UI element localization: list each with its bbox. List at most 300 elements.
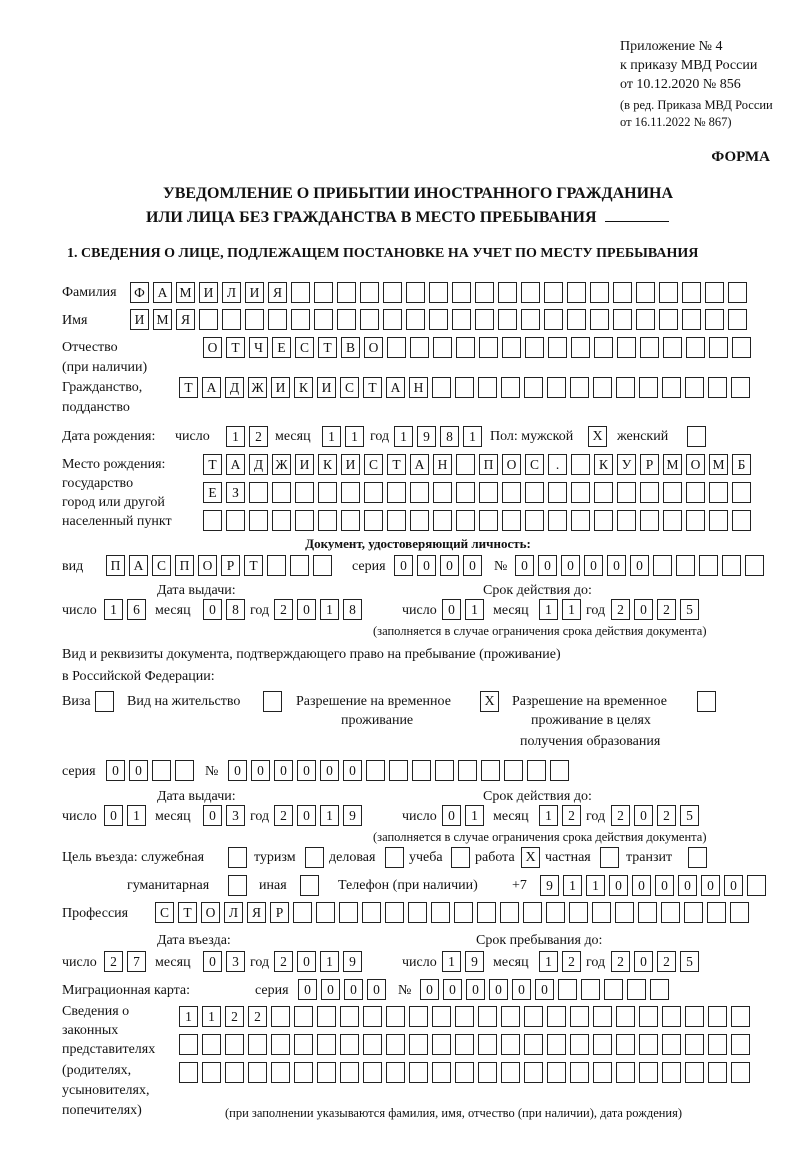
- dob-day-field[interactable]: [226, 426, 268, 448]
- char-cell[interactable]: [524, 1006, 543, 1027]
- char-cell[interactable]: [640, 510, 659, 531]
- char-cell[interactable]: [432, 1034, 451, 1055]
- entry-year-field[interactable]: [274, 951, 362, 973]
- char-cell[interactable]: 6: [127, 599, 146, 620]
- char-cell[interactable]: 0: [489, 979, 508, 1000]
- char-cell[interactable]: [548, 510, 567, 531]
- char-cell[interactable]: [362, 902, 381, 923]
- char-cell[interactable]: [478, 377, 497, 398]
- char-cell[interactable]: [662, 1062, 681, 1083]
- permit-valid-month-field[interactable]: [539, 805, 581, 827]
- char-cell[interactable]: М: [663, 454, 682, 475]
- char-cell[interactable]: [294, 1006, 313, 1027]
- char-cell[interactable]: [364, 510, 383, 531]
- char-cell[interactable]: [685, 1034, 704, 1055]
- char-cell[interactable]: [222, 309, 241, 330]
- char-cell[interactable]: 7: [127, 951, 146, 972]
- purpose-private-checkbox[interactable]: [600, 847, 619, 868]
- char-cell[interactable]: [225, 1034, 244, 1055]
- char-cell[interactable]: [454, 902, 473, 923]
- char-cell[interactable]: [705, 282, 724, 303]
- sex-male-checkbox[interactable]: X: [588, 426, 607, 447]
- char-cell[interactable]: Я: [268, 282, 287, 303]
- char-cell[interactable]: [639, 1062, 658, 1083]
- char-cell[interactable]: О: [198, 555, 217, 576]
- char-cell[interactable]: И: [317, 377, 336, 398]
- doc-issue-year-field[interactable]: [274, 599, 362, 621]
- char-cell[interactable]: 2: [104, 951, 123, 972]
- char-cell[interactable]: [547, 1006, 566, 1027]
- char-cell[interactable]: [501, 1062, 520, 1083]
- char-cell[interactable]: Т: [226, 337, 245, 358]
- char-cell[interactable]: [271, 1006, 290, 1027]
- char-cell[interactable]: [684, 902, 703, 923]
- birthplace-field-1[interactable]: [203, 454, 751, 476]
- char-cell[interactable]: 2: [562, 951, 581, 972]
- char-cell[interactable]: [709, 337, 728, 358]
- char-cell[interactable]: [616, 1062, 635, 1083]
- char-cell[interactable]: [267, 555, 286, 576]
- char-cell[interactable]: [707, 902, 726, 923]
- temp-permit-checkbox[interactable]: X: [480, 691, 499, 712]
- char-cell[interactable]: А: [129, 555, 148, 576]
- char-cell[interactable]: 1: [465, 599, 484, 620]
- char-cell[interactable]: [686, 510, 705, 531]
- entry-day-field[interactable]: [104, 951, 146, 973]
- purpose-work-checkbox[interactable]: X: [521, 847, 540, 868]
- char-cell[interactable]: С: [152, 555, 171, 576]
- char-cell[interactable]: [502, 482, 521, 503]
- char-cell[interactable]: [202, 1034, 221, 1055]
- char-cell[interactable]: С: [525, 454, 544, 475]
- char-cell[interactable]: [432, 1006, 451, 1027]
- char-cell[interactable]: [590, 282, 609, 303]
- char-cell[interactable]: Ж: [248, 377, 267, 398]
- entry-month-field[interactable]: [203, 951, 245, 973]
- dob-month-field[interactable]: [322, 426, 364, 448]
- reps-field-2[interactable]: [179, 1034, 750, 1056]
- char-cell[interactable]: 8: [226, 599, 245, 620]
- char-cell[interactable]: [502, 510, 521, 531]
- char-cell[interactable]: [409, 1006, 428, 1027]
- char-cell[interactable]: [686, 337, 705, 358]
- char-cell[interactable]: [271, 1062, 290, 1083]
- char-cell[interactable]: [409, 1062, 428, 1083]
- char-cell[interactable]: [547, 377, 566, 398]
- purpose-other-checkbox[interactable]: [300, 875, 319, 896]
- char-cell[interactable]: [314, 282, 333, 303]
- char-cell[interactable]: 0: [297, 805, 316, 826]
- char-cell[interactable]: [524, 1062, 543, 1083]
- char-cell[interactable]: [521, 309, 540, 330]
- char-cell[interactable]: [225, 1062, 244, 1083]
- reps-field-3[interactable]: [179, 1062, 750, 1084]
- char-cell[interactable]: [731, 1062, 750, 1083]
- char-cell[interactable]: М: [709, 454, 728, 475]
- char-cell[interactable]: [294, 1062, 313, 1083]
- char-cell[interactable]: 1: [320, 599, 339, 620]
- char-cell[interactable]: [452, 309, 471, 330]
- char-cell[interactable]: 1: [562, 599, 581, 620]
- char-cell[interactable]: [291, 282, 310, 303]
- char-cell[interactable]: 1: [127, 805, 146, 826]
- char-cell[interactable]: 1: [539, 951, 558, 972]
- char-cell[interactable]: 0: [634, 805, 653, 826]
- char-cell[interactable]: [731, 1006, 750, 1027]
- char-cell[interactable]: 5: [680, 951, 699, 972]
- char-cell[interactable]: [590, 309, 609, 330]
- char-cell[interactable]: 2: [611, 951, 630, 972]
- char-cell[interactable]: [412, 760, 431, 781]
- char-cell[interactable]: [364, 482, 383, 503]
- char-cell[interactable]: [387, 510, 406, 531]
- char-cell[interactable]: 0: [538, 555, 557, 576]
- char-cell[interactable]: 1: [320, 951, 339, 972]
- char-cell[interactable]: [475, 282, 494, 303]
- char-cell[interactable]: [481, 760, 500, 781]
- char-cell[interactable]: [682, 309, 701, 330]
- char-cell[interactable]: 0: [466, 979, 485, 1000]
- char-cell[interactable]: Р: [270, 902, 289, 923]
- char-cell[interactable]: [152, 760, 171, 781]
- char-cell[interactable]: [317, 1034, 336, 1055]
- char-cell[interactable]: [479, 337, 498, 358]
- char-cell[interactable]: О: [364, 337, 383, 358]
- char-cell[interactable]: [363, 1062, 382, 1083]
- char-cell[interactable]: 0: [203, 805, 222, 826]
- char-cell[interactable]: И: [271, 377, 290, 398]
- char-cell[interactable]: 0: [655, 875, 674, 896]
- char-cell[interactable]: [663, 482, 682, 503]
- char-cell[interactable]: [523, 902, 542, 923]
- char-cell[interactable]: 0: [630, 555, 649, 576]
- char-cell[interactable]: Л: [222, 282, 241, 303]
- doc-number-field[interactable]: [515, 555, 764, 577]
- char-cell[interactable]: [477, 902, 496, 923]
- char-cell[interactable]: [732, 510, 751, 531]
- char-cell[interactable]: 0: [417, 555, 436, 576]
- char-cell[interactable]: С: [155, 902, 174, 923]
- char-cell[interactable]: 2: [274, 599, 293, 620]
- char-cell[interactable]: Н: [433, 454, 452, 475]
- char-cell[interactable]: В: [341, 337, 360, 358]
- char-cell[interactable]: [593, 377, 612, 398]
- char-cell[interactable]: 2: [657, 805, 676, 826]
- char-cell[interactable]: [558, 979, 577, 1000]
- patronymic-field[interactable]: [203, 337, 751, 359]
- char-cell[interactable]: [456, 337, 475, 358]
- char-cell[interactable]: [317, 1062, 336, 1083]
- char-cell[interactable]: [639, 1006, 658, 1027]
- char-cell[interactable]: 2: [248, 1006, 267, 1027]
- char-cell[interactable]: [455, 1062, 474, 1083]
- char-cell[interactable]: [314, 309, 333, 330]
- stay-month-field[interactable]: [539, 951, 581, 973]
- doc-kind-field[interactable]: [106, 555, 332, 577]
- char-cell[interactable]: О: [201, 902, 220, 923]
- char-cell[interactable]: [226, 510, 245, 531]
- char-cell[interactable]: А: [226, 454, 245, 475]
- char-cell[interactable]: Р: [221, 555, 240, 576]
- char-cell[interactable]: [456, 510, 475, 531]
- char-cell[interactable]: [592, 902, 611, 923]
- char-cell[interactable]: И: [295, 454, 314, 475]
- birthplace-field-2[interactable]: [203, 482, 751, 504]
- char-cell[interactable]: Л: [224, 902, 243, 923]
- char-cell[interactable]: 2: [611, 599, 630, 620]
- char-cell[interactable]: И: [199, 282, 218, 303]
- char-cell[interactable]: И: [130, 309, 149, 330]
- char-cell[interactable]: [544, 282, 563, 303]
- char-cell[interactable]: 9: [343, 805, 362, 826]
- char-cell[interactable]: 2: [657, 951, 676, 972]
- char-cell[interactable]: 0: [129, 760, 148, 781]
- char-cell[interactable]: [662, 1034, 681, 1055]
- char-cell[interactable]: [571, 337, 590, 358]
- char-cell[interactable]: [290, 555, 309, 576]
- char-cell[interactable]: У: [617, 454, 636, 475]
- char-cell[interactable]: [248, 1034, 267, 1055]
- char-cell[interactable]: [202, 1062, 221, 1083]
- char-cell[interactable]: [525, 510, 544, 531]
- char-cell[interactable]: [341, 482, 360, 503]
- char-cell[interactable]: [524, 1034, 543, 1055]
- doc-issue-day-field[interactable]: [104, 599, 146, 621]
- char-cell[interactable]: [705, 309, 724, 330]
- char-cell[interactable]: [581, 979, 600, 1000]
- char-cell[interactable]: [295, 510, 314, 531]
- char-cell[interactable]: [732, 482, 751, 503]
- char-cell[interactable]: [479, 510, 498, 531]
- char-cell[interactable]: О: [502, 454, 521, 475]
- char-cell[interactable]: [639, 1034, 658, 1055]
- residence-checkbox[interactable]: [263, 691, 282, 712]
- char-cell[interactable]: [659, 282, 678, 303]
- char-cell[interactable]: [475, 309, 494, 330]
- char-cell[interactable]: [385, 902, 404, 923]
- char-cell[interactable]: 1: [539, 599, 558, 620]
- char-cell[interactable]: [478, 1034, 497, 1055]
- purpose-transit-checkbox[interactable]: [688, 847, 707, 868]
- citizenship-field[interactable]: [179, 377, 750, 399]
- char-cell[interactable]: [571, 454, 590, 475]
- char-cell[interactable]: [659, 309, 678, 330]
- char-cell[interactable]: 0: [321, 979, 340, 1000]
- char-cell[interactable]: [272, 510, 291, 531]
- char-cell[interactable]: 2: [249, 426, 268, 447]
- name-field[interactable]: [130, 309, 747, 331]
- char-cell[interactable]: [295, 482, 314, 503]
- char-cell[interactable]: [479, 482, 498, 503]
- char-cell[interactable]: [478, 1062, 497, 1083]
- char-cell[interactable]: 2: [657, 599, 676, 620]
- char-cell[interactable]: 2: [274, 805, 293, 826]
- char-cell[interactable]: 1: [322, 426, 341, 447]
- permit-issue-day-field[interactable]: [104, 805, 146, 827]
- char-cell[interactable]: Т: [179, 377, 198, 398]
- char-cell[interactable]: [593, 1034, 612, 1055]
- purpose-study-checkbox[interactable]: [451, 847, 470, 868]
- char-cell[interactable]: [638, 902, 657, 923]
- char-cell[interactable]: [640, 482, 659, 503]
- char-cell[interactable]: [340, 1034, 359, 1055]
- char-cell[interactable]: [570, 1062, 589, 1083]
- char-cell[interactable]: [722, 555, 741, 576]
- char-cell[interactable]: 1: [320, 805, 339, 826]
- char-cell[interactable]: [431, 902, 450, 923]
- char-cell[interactable]: 0: [442, 599, 461, 620]
- char-cell[interactable]: [504, 760, 523, 781]
- char-cell[interactable]: [455, 377, 474, 398]
- profession-field[interactable]: [155, 902, 749, 924]
- char-cell[interactable]: [179, 1062, 198, 1083]
- char-cell[interactable]: [546, 902, 565, 923]
- char-cell[interactable]: 1: [179, 1006, 198, 1027]
- char-cell[interactable]: 0: [607, 555, 626, 576]
- char-cell[interactable]: 0: [678, 875, 697, 896]
- char-cell[interactable]: [386, 1062, 405, 1083]
- char-cell[interactable]: [728, 309, 747, 330]
- char-cell[interactable]: Я: [247, 902, 266, 923]
- char-cell[interactable]: [433, 337, 452, 358]
- char-cell[interactable]: [456, 482, 475, 503]
- char-cell[interactable]: [525, 337, 544, 358]
- char-cell[interactable]: Я: [176, 309, 195, 330]
- place-of-stay-blank[interactable]: [605, 207, 669, 222]
- char-cell[interactable]: И: [245, 282, 264, 303]
- char-cell[interactable]: [709, 482, 728, 503]
- char-cell[interactable]: [650, 979, 669, 1000]
- char-cell[interactable]: К: [318, 454, 337, 475]
- char-cell[interactable]: Т: [363, 377, 382, 398]
- char-cell[interactable]: 0: [251, 760, 270, 781]
- char-cell[interactable]: 0: [724, 875, 743, 896]
- char-cell[interactable]: А: [386, 377, 405, 398]
- char-cell[interactable]: 0: [442, 805, 461, 826]
- char-cell[interactable]: 0: [297, 951, 316, 972]
- visa-checkbox[interactable]: [95, 691, 114, 712]
- char-cell[interactable]: [685, 1006, 704, 1027]
- char-cell[interactable]: 0: [515, 555, 534, 576]
- char-cell[interactable]: [268, 309, 287, 330]
- char-cell[interactable]: 0: [584, 555, 603, 576]
- char-cell[interactable]: 2: [225, 1006, 244, 1027]
- char-cell[interactable]: 1: [539, 805, 558, 826]
- char-cell[interactable]: [708, 1006, 727, 1027]
- char-cell[interactable]: 1: [563, 875, 582, 896]
- char-cell[interactable]: 2: [611, 805, 630, 826]
- char-cell[interactable]: П: [106, 555, 125, 576]
- char-cell[interactable]: 0: [443, 979, 462, 1000]
- purpose-official-checkbox[interactable]: [228, 847, 247, 868]
- char-cell[interactable]: [498, 282, 517, 303]
- char-cell[interactable]: [550, 760, 569, 781]
- char-cell[interactable]: 0: [634, 951, 653, 972]
- char-cell[interactable]: 1: [345, 426, 364, 447]
- char-cell[interactable]: 9: [343, 951, 362, 972]
- char-cell[interactable]: М: [176, 282, 195, 303]
- reps-field-1[interactable]: [179, 1006, 750, 1028]
- char-cell[interactable]: [456, 454, 475, 475]
- char-cell[interactable]: [709, 510, 728, 531]
- char-cell[interactable]: С: [340, 377, 359, 398]
- char-cell[interactable]: [613, 309, 632, 330]
- char-cell[interactable]: [501, 1034, 520, 1055]
- char-cell[interactable]: [662, 377, 681, 398]
- char-cell[interactable]: Т: [203, 454, 222, 475]
- char-cell[interactable]: 2: [562, 805, 581, 826]
- char-cell[interactable]: 8: [440, 426, 459, 447]
- char-cell[interactable]: [571, 482, 590, 503]
- char-cell[interactable]: [627, 979, 646, 1000]
- char-cell[interactable]: 0: [228, 760, 247, 781]
- char-cell[interactable]: [317, 1006, 336, 1027]
- char-cell[interactable]: 1: [202, 1006, 221, 1027]
- char-cell[interactable]: [387, 337, 406, 358]
- char-cell[interactable]: [731, 1034, 750, 1055]
- char-cell[interactable]: [363, 1034, 382, 1055]
- char-cell[interactable]: [570, 1034, 589, 1055]
- char-cell[interactable]: [663, 510, 682, 531]
- edu-permit-checkbox[interactable]: [697, 691, 716, 712]
- char-cell[interactable]: 9: [465, 951, 484, 972]
- char-cell[interactable]: 0: [367, 979, 386, 1000]
- char-cell[interactable]: [501, 1006, 520, 1027]
- char-cell[interactable]: [455, 1034, 474, 1055]
- char-cell[interactable]: Ж: [272, 454, 291, 475]
- char-cell[interactable]: [389, 760, 408, 781]
- permit-issue-year-field[interactable]: [274, 805, 362, 827]
- stay-day-field[interactable]: [442, 951, 484, 973]
- doc-valid-day-field[interactable]: [442, 599, 484, 621]
- char-cell[interactable]: [708, 377, 727, 398]
- char-cell[interactable]: 0: [394, 555, 413, 576]
- char-cell[interactable]: [410, 337, 429, 358]
- char-cell[interactable]: [616, 377, 635, 398]
- char-cell[interactable]: З: [226, 482, 245, 503]
- char-cell[interactable]: А: [410, 454, 429, 475]
- char-cell[interactable]: [458, 760, 477, 781]
- char-cell[interactable]: [567, 282, 586, 303]
- char-cell[interactable]: С: [295, 337, 314, 358]
- char-cell[interactable]: [409, 1034, 428, 1055]
- char-cell[interactable]: [662, 1006, 681, 1027]
- char-cell[interactable]: Е: [203, 482, 222, 503]
- char-cell[interactable]: П: [479, 454, 498, 475]
- char-cell[interactable]: 3: [226, 805, 245, 826]
- char-cell[interactable]: .: [548, 454, 567, 475]
- char-cell[interactable]: [341, 510, 360, 531]
- purpose-tourism-checkbox[interactable]: [305, 847, 324, 868]
- char-cell[interactable]: [383, 309, 402, 330]
- char-cell[interactable]: 0: [274, 760, 293, 781]
- char-cell[interactable]: [525, 482, 544, 503]
- char-cell[interactable]: 1: [226, 426, 245, 447]
- char-cell[interactable]: [175, 760, 194, 781]
- char-cell[interactable]: [636, 282, 655, 303]
- char-cell[interactable]: А: [153, 282, 172, 303]
- char-cell[interactable]: [547, 1034, 566, 1055]
- char-cell[interactable]: А: [202, 377, 221, 398]
- char-cell[interactable]: [291, 309, 310, 330]
- char-cell[interactable]: 0: [297, 760, 316, 781]
- char-cell[interactable]: [548, 482, 567, 503]
- char-cell[interactable]: 0: [420, 979, 439, 1000]
- char-cell[interactable]: [432, 377, 451, 398]
- char-cell[interactable]: 0: [609, 875, 628, 896]
- char-cell[interactable]: [593, 1062, 612, 1083]
- char-cell[interactable]: Ч: [249, 337, 268, 358]
